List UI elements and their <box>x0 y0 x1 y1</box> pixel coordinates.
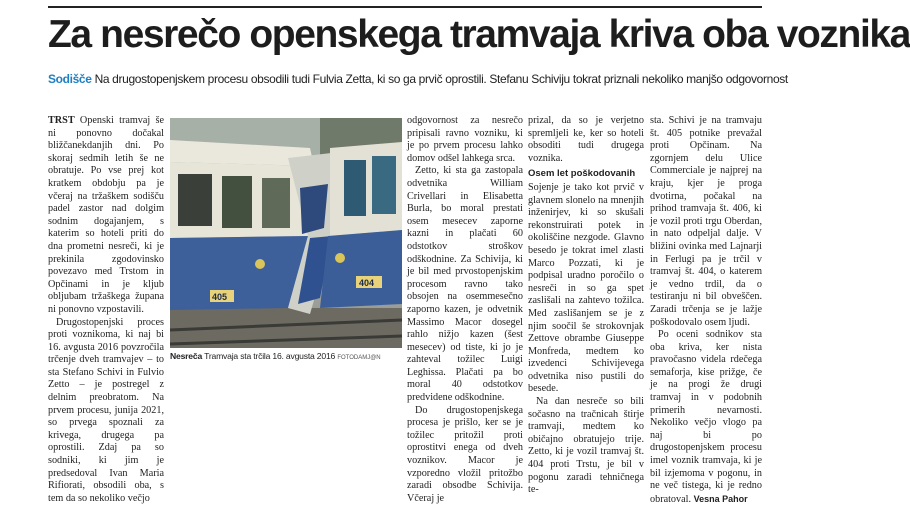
caption-text: Tramvaja sta trčila 16. avgusta 2016 <box>204 351 336 361</box>
column-5 <box>650 115 762 506</box>
paragraph: Po oceni sodnikov sta oba kriva, ker nista pravočasno videla rdečega semaforja, kise prižge, če je na progi že drugi tramvaj in v podobnih primerih nevarnosti. Nekoliko večjo vlogo pa naj bi po drugostopenjskem procesu imel voznik tramvaja, ki je bil izjemoma v pogonu, in ne več tistega, ki je redno obratoval. Vesna Pahor <box>650 329 762 505</box>
tram-number-right: 404 <box>359 278 375 288</box>
paragraph: odgovornost za nesrečo pripisali ravno vozniku, ki je po prvem procesu lahko domov odšel lahkega srca. <box>407 115 523 164</box>
paragraph: Do drugostopenjskega procesa je prišlo, ker se je tožilec pritožil proti oprostitvi enega od dveh voznikov. Macor je vzporedno vložil pritožbo zaradi obsodbe Schivija. Včeraj je <box>407 404 523 504</box>
caption-lead: Nesreča <box>170 351 203 361</box>
paragraph: Sojenje je tako kot prvič v glavnem slonelo na mnenjih inženirjev, ki so skušali rekonstruirati potek in okoliščine nezgode. Glavno besedo je tokrat imel zlasti Marco Pozzati, ki je podpisal uradno poročilo o nesreči in so ga spet zaslišali na zahtevo tožilca. Med zaslišanjem se je z njim soočil še strokovnjak Zettove obrambe Giuseppe Monfreda, medtem ko izvedenci Schivijevega odvetnika niso pustili do besede. <box>528 181 644 395</box>
kicker: Sodišče <box>48 72 92 86</box>
photo-credit: FOTODAMJ@N <box>337 355 381 361</box>
headline: Za nesrečo openskega tramvaja kriva oba voznika <box>48 13 910 56</box>
paragraph: Zetto, ki sta ga zastopala odvetnika William Crivellari in Elisabetta Burla, bo moral prestati osem mesecev zaporne kazni in plačati 60 odstotkov stroškov odškodnine. Za Schivija, ki je bil med prvostopenjskim procesom ravno tako obsojen na osemmesečno zaporno kazen, je odvetnik Massimo Macor dosegel rahlo nižjo kazen (šest mesecev) od tiste, ki jo je zahteval tožilec Luigi Leghissa. Plačati pa bo moral 40 odstotkov predvidene odškodnine. <box>407 165 523 404</box>
paragraph: prizal, da so je verjetno spremljeli ke, ker so hoteli obsoditi tudi drugega voznika. <box>528 115 644 164</box>
paragraph: Na dan nesreče so bili sočasno na tračnicah štirje tramvaji, medtem ko običajno obratujejo trije. Zetto, ki je vozil tramvaj št. 404 proti Trstu, je bil v pogonu zaradi tehničnega te- <box>528 396 644 496</box>
photo-caption <box>170 351 402 364</box>
section-subhead: Osem let poškodovanih <box>528 168 636 180</box>
tram-photo <box>170 118 402 348</box>
column-4 <box>528 115 644 497</box>
byline: Vesna Pahor <box>693 493 748 504</box>
paragraph: TRST Openski tramvaj še ni ponovno dočakal bližčanekdanjih dni. Po skoraj sedmih letih še ne obratuje. Po vse prej kot kratkem obdobju pa je včeraj na tržaškem sodišču padel zastor nad dolgim sodnim dogajanjem, s katerim so hoteli priti do dna prometni nesreči, ki je prekinila zgodovinsko povezavo med Trstom in Opčinami in je kljub obljubam tržaškega župana ni ponovno vzpostavili. <box>48 115 165 315</box>
subheadline <box>48 71 788 87</box>
column-3 <box>407 115 523 505</box>
tram-number-left: 405 <box>212 292 228 302</box>
column-1 <box>48 115 164 505</box>
subheadline-text: Na drugostopenjskem procesu obsodili tudi Fulvia Zetta, ki so ga prvič oprostili. Stefanu Schiviju tokrat priznali nekoliko manjšo odgovornost <box>94 72 788 86</box>
paragraph: sta. Schivi je na tramvaju št. 405 potnike prevažal proti Opčinam. Na zgornjem delu Ulice Commerciale je najprej na kraju, kjer je proga dvotirna, počakal na prihod tramvaja št. 406, ki je vozil proti trgu Oberdan, in nato odpeljal dalje. V bližini ovinka med Lajnarji in Ferlugi pa je trčil v tramvaj št. 404, o katerem je vedno trdil, da o testiranju ni bil obveščen. Zaradi trčenja se je lažje poškodovalo osem ljudi. <box>650 115 762 328</box>
dateline: TRST <box>48 115 75 126</box>
top-rule <box>48 6 762 8</box>
paragraph: Drugostopenjski proces proti voznikoma, ki naj bi 16. avgusta 2016 povzročila trčenje dveh tramvajev – to sta Stefano Schivi in Fulvio Zetto – je postregel z delnim preobratom. Na prvem procesu, junija 2021, so prvega spoznali za krivega, drugega pa oprostili. Zdaj pa so sodniki, ki jim je predsedoval Ivan Maria Rifiorati, obsodili oba, s tem da so nekoliko večjo <box>48 316 164 504</box>
